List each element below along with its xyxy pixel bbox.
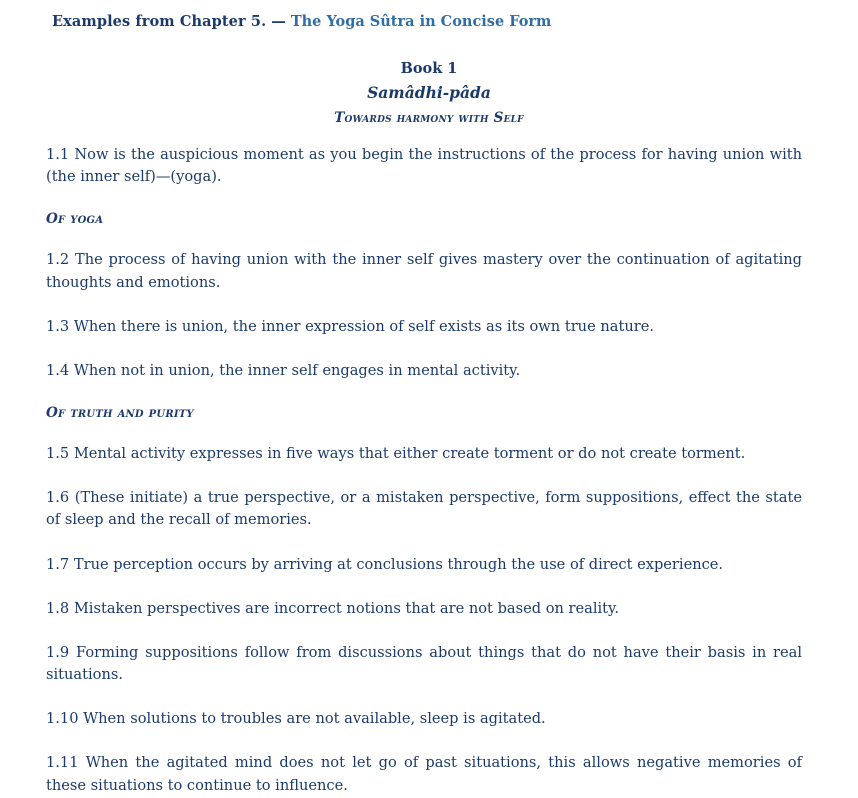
verse-number: 1.7 <box>46 555 70 573</box>
document-body <box>46 144 802 797</box>
verse-text: When not in union, the inner self engages in mental activity. <box>73 361 521 379</box>
document-title: The Yoga Sûtra in Concise Form <box>290 13 552 30</box>
verse-number: 1.6 <box>46 489 70 507</box>
verse-1-5 <box>46 443 802 465</box>
verse-number: 1.9 <box>46 643 70 661</box>
verse-1-3 <box>46 316 802 338</box>
verse-1-11 <box>46 752 802 796</box>
book-heading-block <box>0 58 858 129</box>
chapter-label: Examples from Chapter 5. <box>52 13 267 30</box>
verse-1-1 <box>46 144 802 188</box>
verse-number: 1.2 <box>46 251 70 269</box>
verse-number: 1.4 <box>46 361 70 379</box>
verse-number: 1.1 <box>46 146 70 163</box>
verse-text: Now is the auspicious moment as you begin the instructions of the process for having union with (the inner self)—(yoga). <box>46 146 802 186</box>
verse-text: The process of having union with the inner self gives mastery over the continuation of agitating thoughts and emotions. <box>46 251 802 291</box>
verse-text: When solutions to troubles are not available, sleep is agitated. <box>83 710 546 728</box>
verse-text: When there is union, the inner expression of self exists as its own true nature. <box>73 317 654 335</box>
book-subtitle: Towards harmony with Self <box>334 110 524 127</box>
verse-number: 1.11 <box>46 754 79 772</box>
header-dash: — <box>266 13 291 30</box>
verse-text: Mental activity expresses in five ways that either create torment or do not create torment. <box>73 445 746 463</box>
verse-number: 1.8 <box>46 599 70 617</box>
verse-1-10 <box>46 708 802 730</box>
section-heading-of-truth-and-purity: Of truth and purity <box>46 405 194 422</box>
verse-number: 1.5 <box>46 445 70 463</box>
verse-number: 1.10 <box>46 710 79 728</box>
document-header <box>52 13 551 31</box>
verse-text: Forming suppositions follow from discussions about things that do not have their basis in real situations. <box>46 643 803 684</box>
verse-1-7 <box>46 554 802 576</box>
book-number: Book 1 <box>400 60 458 77</box>
verse-text: (These initiate) a true perspective, or a mistaken perspective, form suppositions, effect the state of sleep and the recall of memories. <box>46 489 802 529</box>
book-sanskrit-title: Samâdhi-pâda <box>367 83 491 103</box>
verse-1-6 <box>46 487 802 531</box>
verse-text: Mistaken perspectives are incorrect notions that are not based on reality. <box>73 599 619 617</box>
section-heading-of-yoga: Of yoga <box>46 211 104 228</box>
verse-1-2 <box>46 249 802 293</box>
verse-number: 1.3 <box>46 317 70 335</box>
verse-1-4 <box>46 360 802 382</box>
verse-1-8 <box>46 598 802 620</box>
verse-text: True perception occurs by arriving at conclusions through the use of direct experience. <box>73 555 724 573</box>
verse-1-9 <box>46 642 802 686</box>
verse-text: When the agitated mind does not let go of past situations, this allows negative memories of these situations to continue to influence. <box>46 754 802 794</box>
